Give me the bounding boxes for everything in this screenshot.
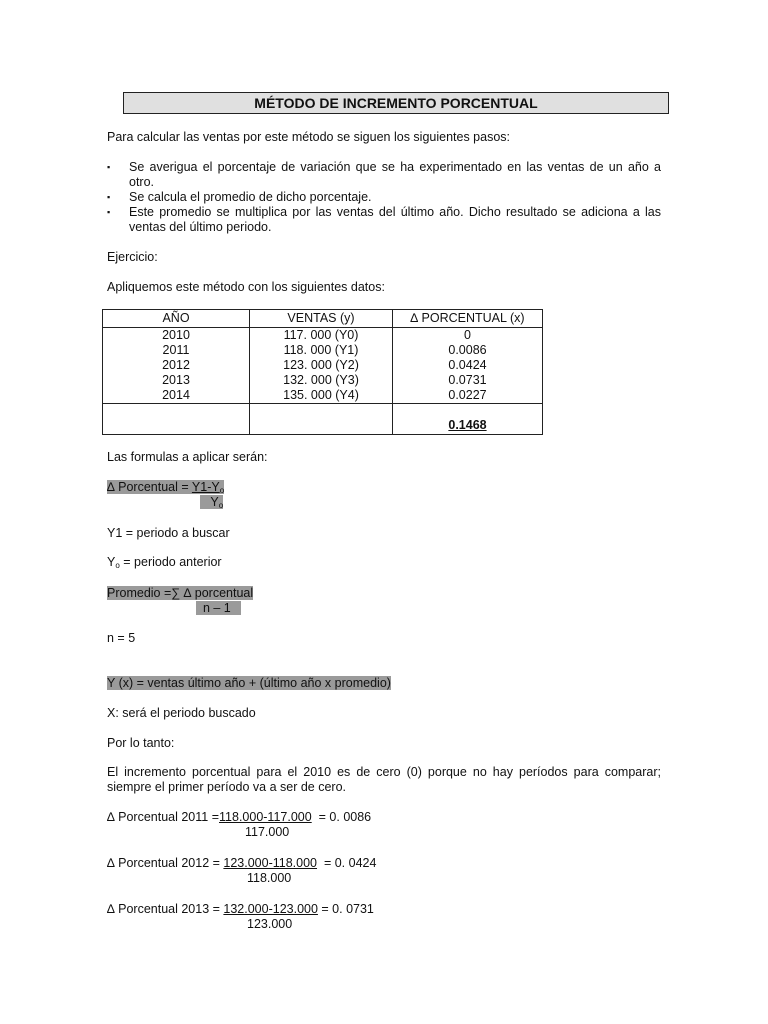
denominator-box [200, 495, 223, 509]
subscript: o [218, 501, 224, 510]
table-cell: 123. 000 (Y2) [250, 358, 393, 373]
calc-result: = 0. 0424 [317, 856, 377, 870]
formula-promedio-den [196, 601, 241, 616]
table-row [103, 358, 543, 373]
formula-numerator [192, 480, 224, 494]
denominator-text: n – 1 [202, 601, 231, 615]
calc-2012-den: 118.000 [247, 871, 292, 885]
formula-lhs: Promedio =∑ ∆ porcentual [107, 586, 254, 600]
step-text: Se averigua el porcentaje de variación que se ha experimentado en las ventas de un año a otro. [129, 160, 661, 189]
definition-y1: Y1 = periodo a buscar [107, 526, 230, 540]
calc-numerator: 132.000-123.000 [223, 902, 318, 916]
formula-promedio [107, 586, 253, 601]
step-text: Se calcula el promedio de dicho porcentaje. [129, 190, 372, 204]
table-cell-empty [250, 404, 393, 435]
x-definition: X: será el periodo buscado [107, 706, 256, 720]
denominator-box [196, 601, 241, 615]
table-cell: 135. 000 (Y4) [250, 388, 393, 404]
table-cell: 132. 000 (Y3) [250, 373, 393, 388]
bullet-icon: ▪ [107, 162, 111, 172]
formula-yx [107, 676, 391, 691]
list-item [107, 205, 661, 235]
steps-list [107, 160, 661, 235]
table-row [103, 328, 543, 344]
table-total-row [103, 404, 543, 435]
n-value: n = 5 [107, 631, 136, 645]
calc-numerator: 123.000-118.000 [223, 856, 318, 870]
table-cell: 0.0227 [393, 388, 543, 404]
table-cell: 0.0086 [393, 343, 543, 358]
table-cell: 2013 [103, 373, 250, 388]
formulas-intro: Las formulas a aplicar serán: [107, 450, 268, 464]
table-row [103, 388, 543, 404]
table-cell: 117. 000 (Y0) [250, 328, 393, 344]
formula-text: Y (x) = ventas último año + (último año x promedio) [107, 676, 391, 690]
data-intro: Apliquemos este método con los siguientes datos: [107, 280, 385, 294]
definition-text: = periodo anterior [119, 555, 222, 569]
list-item [107, 190, 661, 205]
calc-2012 [107, 856, 376, 871]
list-item [107, 160, 661, 190]
table-total-cell [393, 404, 543, 435]
step-text: Este promedio se multiplica por las ventas del último año. Dicho resultado se adiciona a las ventas del último periodo. [129, 205, 661, 234]
table-cell: 2011 [103, 343, 250, 358]
symbol-y: Y [107, 555, 116, 569]
bullet-icon: ▪ [107, 207, 111, 217]
calc-2011 [107, 810, 371, 825]
intro-paragraph: Para calcular las ventas por este método se siguen los siguientes pasos: [107, 130, 511, 144]
denominator-text: Y [210, 495, 219, 509]
bullet-icon: ▪ [107, 192, 111, 202]
therefore-label: Por lo tanto: [107, 736, 175, 750]
calc-lhs: ∆ Porcentual 2013 = [107, 902, 224, 916]
calc-2013-den: 123.000 [247, 917, 293, 931]
sales-table [102, 309, 543, 435]
table-cell: 2014 [103, 388, 250, 404]
column-header: ∆ PORCENTUAL (x) [393, 310, 543, 328]
column-header: VENTAS (y) [250, 310, 393, 328]
calc-result: = 0. 0086 [311, 810, 372, 824]
calc-numerator: 118.000-117.000 [219, 810, 312, 824]
calc-lhs: ∆ Porcentual 2012 = [107, 856, 224, 870]
definition-yo [107, 555, 661, 573]
calc-result: = 0. 0731 [317, 902, 374, 916]
table-cell-empty [103, 404, 250, 435]
explanation-paragraph: El incremento porcentual para el 2010 es de cero (0) porque no hay períodos para comparar; siempre el primer período va a ser de cero. [107, 765, 661, 794]
table-header-row [103, 310, 543, 328]
table-cell: 2010 [103, 328, 250, 344]
calc-2011-den: 117.000 [245, 825, 290, 839]
subscript: o [115, 561, 120, 570]
table-cell: 118. 000 (Y1) [250, 343, 393, 358]
table-row [103, 373, 543, 388]
subscript: o [219, 486, 225, 495]
calc-2013 [107, 902, 374, 917]
exercise-label: Ejercicio: [107, 250, 158, 264]
table-cell: 0 [393, 328, 543, 344]
page-title: MÉTODO DE INCREMENTO PORCENTUAL [123, 92, 669, 114]
column-header: AÑO [103, 310, 250, 328]
table-cell: 2012 [103, 358, 250, 373]
table-row [103, 343, 543, 358]
formula-lhs: ∆ Porcentual = [107, 480, 192, 494]
table-cell: 0.0424 [393, 358, 543, 373]
numerator-text: Y1-Y [191, 480, 220, 494]
formula-denominator [200, 495, 223, 513]
total-value: 0.1468 [448, 418, 487, 432]
calc-lhs: ∆ Porcentual 2011 = [107, 810, 220, 824]
table-cell: 0.0731 [393, 373, 543, 388]
